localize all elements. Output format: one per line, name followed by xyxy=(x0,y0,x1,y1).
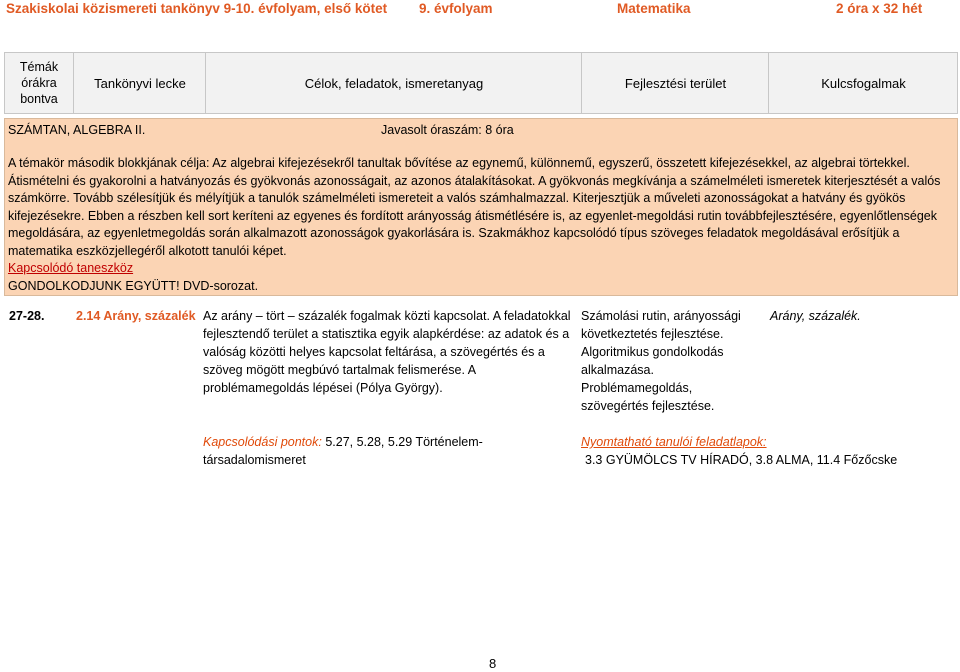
col-topics-line2: órákra xyxy=(21,76,57,90)
topic-section xyxy=(4,118,958,296)
col-lesson-header: Tankönyvi lecke xyxy=(73,53,206,113)
related-tool-link[interactable]: Kapcsolódó taneszköz xyxy=(8,261,134,275)
col-keywords-header: Kulcsfogalmak xyxy=(768,53,958,113)
goals-cell xyxy=(203,307,579,467)
hours-label: 2 óra x 32 hét xyxy=(836,1,923,16)
book-title: Szakiskolai közismereti tankönyv 9-10. évfolyam, első kötet xyxy=(6,1,388,16)
top-header-bar xyxy=(0,0,960,22)
section-title: SZÁMTAN, ALGEBRA II. xyxy=(8,123,146,137)
row-number: 27-28. xyxy=(9,309,45,323)
col-development-header: Fejlesztési terület xyxy=(581,53,769,113)
section-line: A témakör második blokkjának célja: Az algebrai kifejezésekről tanultak bővítése az egynemű, különnemű, egyszerű, összetett kifejezésekkel, az algebrai törtekkel. xyxy=(8,156,910,170)
page-number: 8 xyxy=(489,656,497,671)
suggested-hours: Javasolt óraszám: 8 óra xyxy=(381,123,514,137)
col-goals-header: Célok, feladatok, ismeretanyag xyxy=(205,53,582,113)
col-topics-header xyxy=(5,53,73,113)
connect-label: Kapcsolódási pontok: xyxy=(203,435,322,449)
section-line: Átismételni és gyakorolni a hatványozás és gyökvonás azonosságait, az azonos átalakításokat. A gyökvonás megkívánja a számelméleti ismeretek kiterjesztését a valós számkörre. Tovább szélesítjük és mélyítjük a tanulók számelméleti ismereteit a valós számhalmazzal. Kiterjesztjük a műveleti azonosságokat a hatvány és gyökös kifejezésekre. Ebben a részben kell sort keríteni az egyenes és fordított arányosság átismétlésére is, az egyenlet-megoldási rutin továbbfejlesztésére, egyenlőtlenségek megoldására, az egyenletmegoldás során alkalmazott azonosságok gyakorlására is. Szakmákhoz kapcsolódó típus szöveges feladatok megoldásával erősítjük a matematika eszközjellegéről alkotott tanulói képet. xyxy=(8,173,941,258)
col-topics-line1: Témák xyxy=(19,60,59,74)
lesson-title: 2.14 Arány, százalék xyxy=(76,309,196,323)
tasks-text: 3.3 GYÜMÖLCS TV HÍRADÓ, 3.8 ALMA, 11.4 Főzőcske xyxy=(585,453,898,467)
table-header xyxy=(4,52,958,114)
col-topics-line3: bontva xyxy=(20,92,58,106)
connect-text: 5.27, 5.28, 5.29 Történelem-társadalomismeret xyxy=(203,435,483,467)
grade-label: 9. évfolyam xyxy=(419,1,493,16)
keywords-cell: Arány, százalék. xyxy=(770,309,861,323)
subject-label: Matematika xyxy=(617,1,691,16)
related-tool: GONDOLKODJUNK EGYÜTT! DVD-sorozat. xyxy=(8,278,259,293)
tasks-label[interactable]: Nyomtatható tanulói feladatlapok: xyxy=(581,435,767,449)
goals-text: Az arány – tört – százalék fogalmak közti kapcsolat. A feladatokkal fejlesztendő terület a statisztika egyik alapkérdése: az adatok és a valóság közötti helyes kapcsolat feltárása, a szövegértés és a szöveg mögött megbúvó tartalmak felismerése. A problémamegoldás lépései (Pólya György). xyxy=(203,309,571,395)
section-description xyxy=(8,155,954,295)
development-text: Számolási rutin, arányossági következtetés fejlesztése. Algoritmikus gondolkodás alkalmazása. Problémamegoldás, szövegértés fejlesztése. xyxy=(581,309,741,413)
